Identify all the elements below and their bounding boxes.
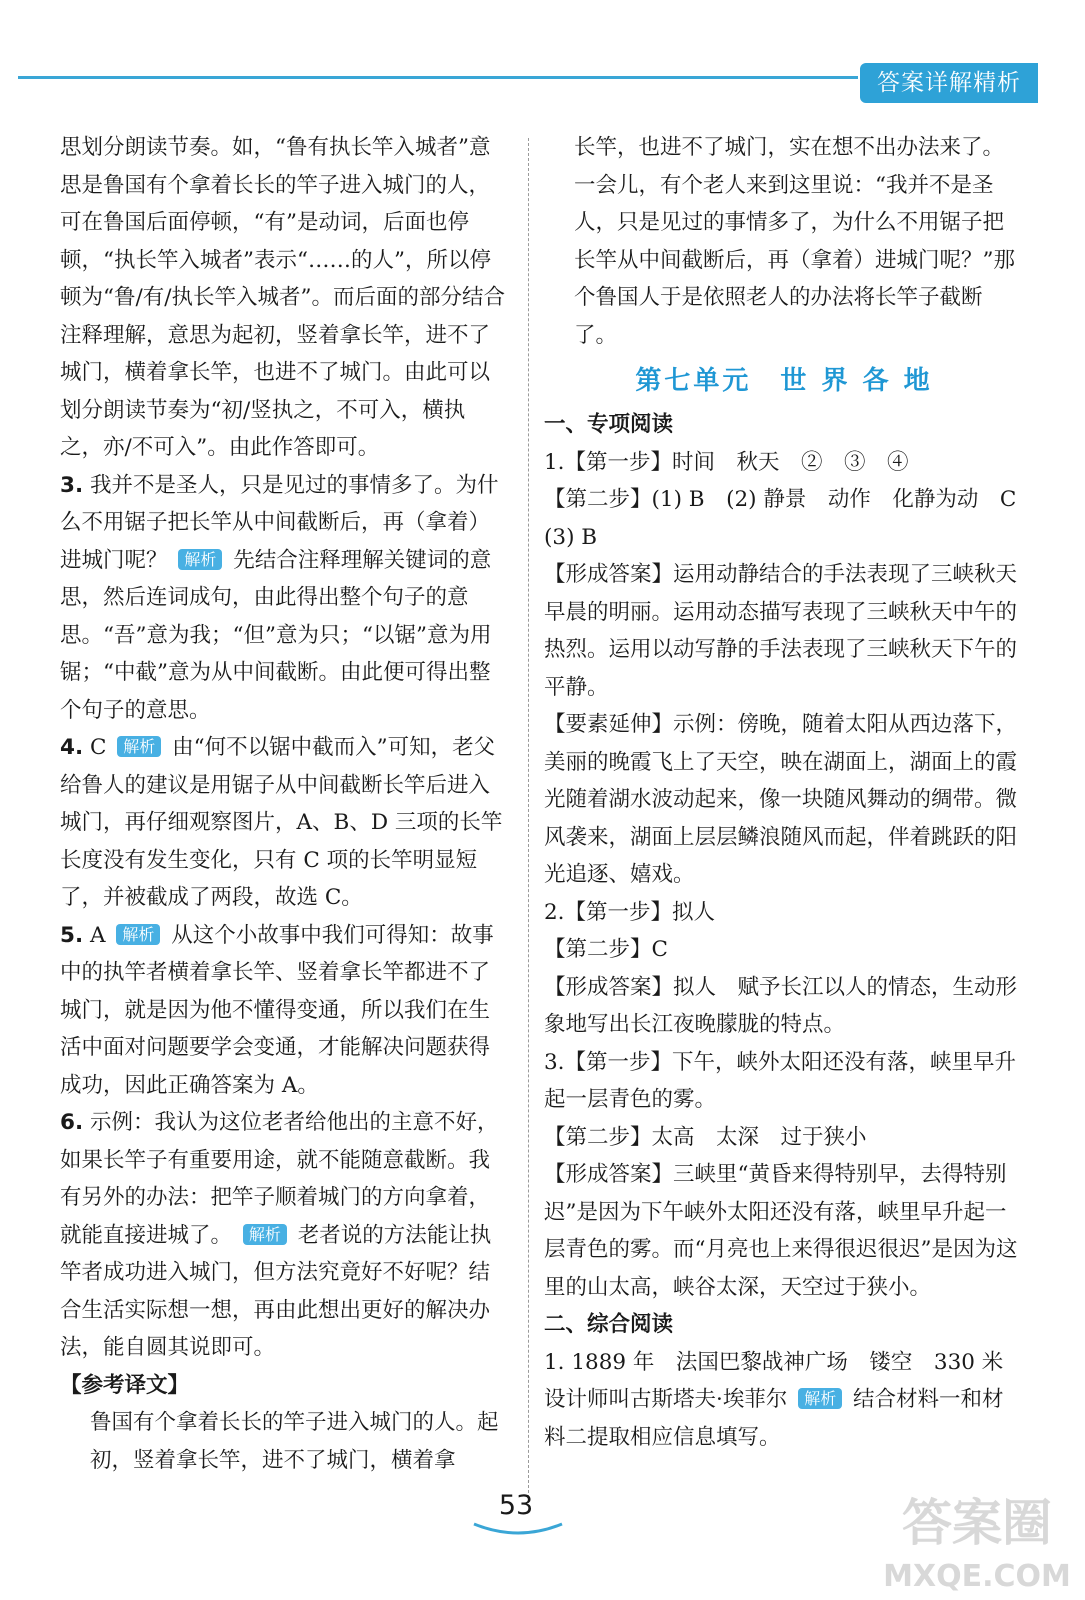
q3-step1: 3.【第一步】下午，峡外太阳还没有落，峡里早升起一层青色的雾。: [544, 1049, 1017, 1112]
q1-answer: 【形成答案】运用动静结合的手法表现了三峡秋天早晨的明丽。运用动态描写表现了三峡秋天中午的热烈。运用以动写静的手法表现了三峡秋天下午的平静。: [544, 562, 1018, 700]
left-continuation: 思划分朗读节奏。如，“鲁有执长竿入城者”意思是鲁国有个拿着长长的竿子进入城门的人，可在鲁国后面停顿，“有”是动词，后面也停顿，“执长竿入城者”表示“……的人”，所以停顿为“鲁/有/执长竿入城者”。而后面的部分结合注释理解，意思为起初，竖着拿长竿，进不了城门，横着拿长竿，也进不了城门。由此可以划分朗读节奏为“初/竖执之，不可入，横执之，亦/不可入”。由此作答即可。: [60, 135, 505, 460]
q2-step1: 2.【第一步】拟人: [544, 899, 716, 925]
q1-step2: 【第二步】(1) B (2) 静景 动作 化静为动 C (3) B: [544, 487, 1038, 550]
analysis-badge: 解析: [117, 736, 161, 757]
answer-text: A: [89, 922, 106, 948]
header-tag: 答案详解精析: [860, 63, 1038, 103]
q4-answer: 1. 1889 年 法国巴黎战神广场 镂空 330 米 设计师叫古斯塔夫·埃菲尔 解析 结合材料一和材料二提取相应信息填写。: [544, 1349, 1025, 1450]
column-divider: [528, 138, 529, 1498]
answer-item-5: 5. A 解析 从这个小故事中我们可得知：故事中的执竿者横着拿长竿、竖着拿长竿都进不了城门，就是因为他不懂得变通，所以我们在生活中面对问题要学会变通，才能解决问题获得成功，因此正确答案为 A。: [60, 922, 494, 1098]
analysis-text: 由“何不以锯中截而入”可知，老父给鲁人的建议是用锯子从中间截断长竿后进入城门，再仔细观察图片，A、B、D 三项的长竿长度没有发生变化，只有 C 项的长竿明显短了，并被截成了两段，故选 C。: [60, 735, 503, 910]
header-rule: [18, 76, 858, 79]
q1-extend: 【要素延伸】示例：傍晚，随着太阳从西边落下，美丽的晚霞飞上了天空，映在湖面上，湖面上的霞光随着湖水波动起来，像一块随风舞动的绸带。微风袭来，湖面上层层鳞浪随风而起，伴着跳跃的阳光追逐、嬉戏。: [544, 712, 1018, 887]
right-column: [544, 129, 1038, 1456]
q1-step1: 1.【第一步】时间 秋天 ② ③ ④: [544, 449, 909, 475]
answer-text: 我并不是圣人，只是见过的事情多了。为什么不用锯子把长竿从中间截断后，再（拿着）进城门呢？: [60, 472, 499, 573]
analysis-badge: 解析: [798, 1388, 842, 1409]
watermark-logo: [880, 1478, 1075, 1594]
section-heading-1: 一、专项阅读: [544, 412, 674, 437]
translation-heading: 【参考译文】: [60, 1372, 190, 1398]
analysis-badge: 解析: [243, 1224, 287, 1245]
analysis-text: 从这个小故事中我们可得知：故事中的执竿者横着拿长竿、竖着拿长竿都进不了城门，就是因为他不懂得变通，所以我们在生活中面对问题要学会变通，才能解决问题获得成功，因此正确答案为 A。: [60, 922, 494, 1098]
section-heading-2: 二、综合阅读: [544, 1312, 674, 1337]
analysis-badge: 解析: [116, 924, 160, 945]
answer-text: C: [89, 735, 107, 760]
q3-step2: 【第二步】太高 太深 过于狭小: [544, 1124, 867, 1150]
svg-text:MXQE.COM: MXQE.COM: [883, 1559, 1071, 1594]
translation-continuation: 长竿，也进不了城门，实在想不出办法来了。一会儿，有个老人来到这里说：“我并不是圣人，只是见过的事情多了，为什么不用锯子把长竿从中间截断后，再（拿着）进城门呢？”那个鲁国人于是依照老人的办法将长竿子截断了。: [574, 135, 1015, 348]
analysis-text: 结合材料一和材料二提取相应信息填写。: [544, 1387, 1004, 1450]
analysis-text: 老者说的方法能让执竿者成功进入城门，但方法究竟好不好呢？结合生活实际想一想，再由此想出更好的解决办法，能自圆其说即可。: [60, 1222, 492, 1360]
answer-text: 示例：我认为这位老者给他出的主意不好，如果长竿子有重要用途，就不能随意截断。我有另外的办法：把竿子顺着城门的方向拿着，就能直接进城了。: [60, 1110, 499, 1248]
analysis-text: 先结合注释理解关键词的意思，然后连词成句，由此得出整个句子的意思。“吾”意为我；“但”意为只；“以锯”意为用锯；“中截”意为从中间截断。由此便可得出整个句子的意思。: [60, 547, 492, 723]
q2-step2: 【第二步】C: [544, 937, 668, 962]
q2-answer: 【形成答案】拟人 赋予长江以人的情态，生动形象地写出长江夜晚朦胧的特点。: [544, 974, 1018, 1037]
unit-title: 第七单元 世 界 各 地: [635, 366, 933, 396]
q3-answer: 【形成答案】三峡里“黄昏来得特别早，去得特别迟”是因为下午峡外太阳还没有落，峡里早升起一层青色的雾。而“月亮也上来得很迟很迟”是因为这里的山太高，峡谷太深，天空过于狭小。: [544, 1162, 1018, 1300]
answer-item-6: 6. 示例：我认为这位老者给他出的主意不好，如果长竿子有重要用途，就不能随意截断。我有另外的办法：把竿子顺着城门的方向拿着，就能直接进城了。 解析 老者说的方法能让执竿者成功进入城门，但方法究竟好不好呢？结合生活实际想一想，再由此想出更好的解决办法，能自圆其说即可。: [60, 1110, 499, 1360]
analysis-badge: 解析: [178, 549, 222, 570]
left-column: [60, 129, 508, 1479]
page-number: 53: [498, 1490, 534, 1521]
translation-text: 鲁国有个拿着长长的竿子进入城门的人。起初，竖着拿长竿，进不了城门，横着拿: [90, 1410, 499, 1473]
answer-item-3: 3. 我并不是圣人，只是见过的事情多了。为什么不用锯子把长竿从中间截断后，再（拿着）进城门呢？ 解析 先结合注释理解关键词的意思，然后连词成句，由此得出整个句子的意思。“吾”意为我；“但”意为只；“以锯”意为用锯；“中截”意为从中间截断。由此便可得出整个句子的意思。: [60, 472, 499, 723]
page-number-swoosh: [470, 1520, 566, 1538]
answer-item-4: 4. C 解析 由“何不以锯中截而入”可知，老父给鲁人的建议是用锯子从中间截断长竿后进入城门，再仔细观察图片，A、B、D 三项的长竿长度没有发生变化，只有 C 项的长竿明显短了，并被截成了两段，故选 C。: [60, 735, 503, 910]
svg-text:答案圈: 答案圈: [902, 1494, 1052, 1552]
